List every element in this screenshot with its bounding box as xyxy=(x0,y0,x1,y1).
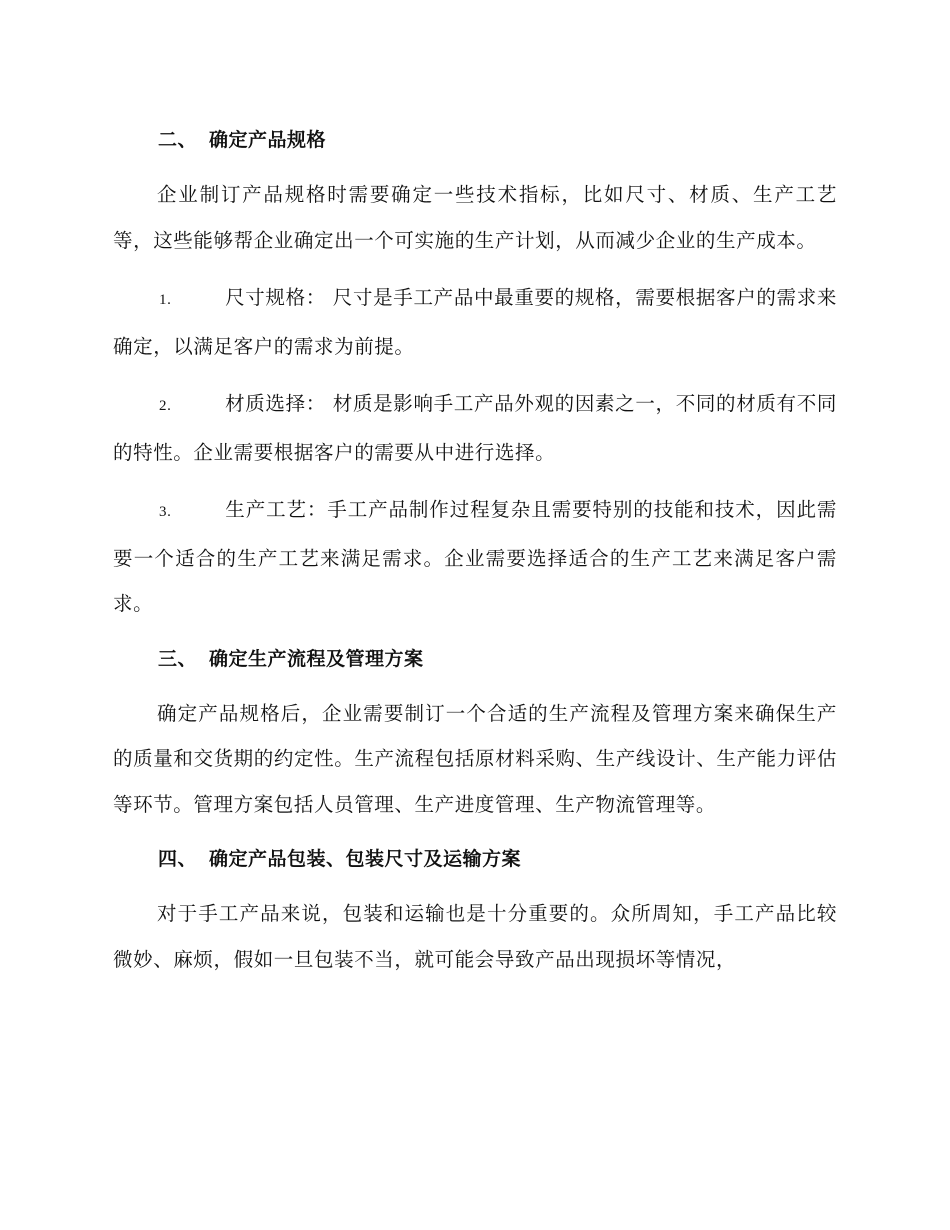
section-number: 二、 xyxy=(158,129,198,151)
list-item-number: 2. xyxy=(159,398,172,414)
section-heading-4 xyxy=(158,837,837,881)
list-item xyxy=(113,381,837,475)
section-paragraph: 企业制订产品规格时需要确定一些技术指标，比如尺寸、材质、生产工艺等，这些能够帮企业确定出一个可实施的生产计划，从而减少企业的生产成本。 xyxy=(113,183,837,252)
list-item-number: 1. xyxy=(159,292,172,308)
section-heading-3 xyxy=(158,637,837,681)
document-page xyxy=(113,108,837,982)
section-heading-2 xyxy=(158,118,837,162)
section-paragraph: 确定产品规格后，企业需要制订一个合适的生产流程及管理方案来确保生产的质量和交货期的约定性。生产流程包括原材料采购、生产线设计、生产能力评估等环节。管理方案包括人员管理、生产进度管理、生产物流管理等。 xyxy=(113,701,837,816)
list-item-text: 材质选择： 材质是影响手工产品外观的因素之一，不同的材质有不同的特性。企业需要根据客户的需要从中进行选择。 xyxy=(113,392,837,464)
section-title: 确定产品规格 xyxy=(209,129,327,151)
list-item xyxy=(113,487,837,627)
list-item-text: 生产工艺：手工产品制作过程复杂且需要特别的技能和技术，因此需要一个适合的生产工艺来满足需求。企业需要选择适合的生产工艺来满足客户需求。 xyxy=(113,498,837,615)
section-title: 确定产品包装、包装尺寸及运输方案 xyxy=(209,848,522,870)
section-title: 确定生产流程及管理方案 xyxy=(209,647,424,670)
list-item xyxy=(113,275,837,369)
section-paragraph: 对于手工产品来说，包装和运输也是十分重要的。众所周知，手工产品比较微妙、麻烦，假如一旦包装不当，就可能会导致产品出现损坏等情况， xyxy=(113,902,837,971)
section-number: 四、 xyxy=(158,848,198,870)
section-number: 三、 xyxy=(158,647,198,670)
list-item-number: 3. xyxy=(159,504,172,520)
list-item-text: 尺寸规格： 尺寸是手工产品中最重要的规格，需要根据客户的需求来确定，以满足客户的需求为前提。 xyxy=(113,286,837,358)
